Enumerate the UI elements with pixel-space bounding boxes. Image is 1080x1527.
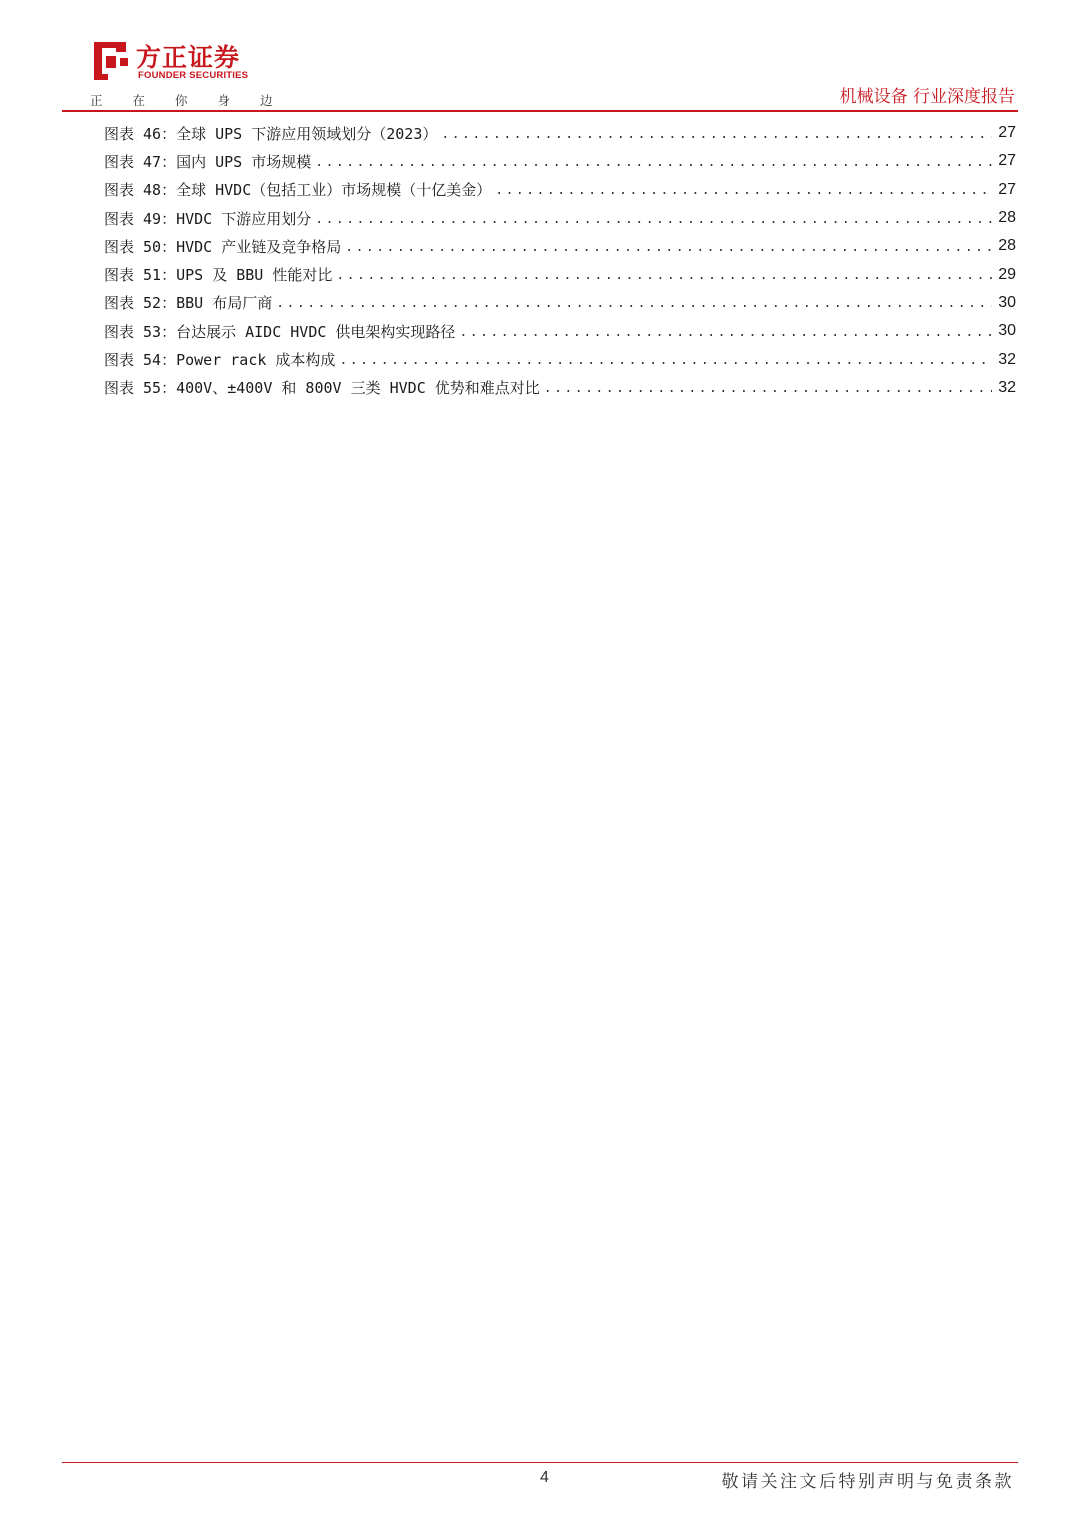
toc-dot-leader <box>276 296 992 311</box>
toc-dot-leader <box>459 325 992 340</box>
disclaimer: 敬请关注文后特别声明与免责条款 <box>721 1472 1014 1492</box>
toc-entry[interactable] <box>104 374 1016 402</box>
toc-entry-page: 27 <box>998 124 1016 142</box>
toc-entry-title: 图表 53：台达展示 AIDC HVDC 供电架构实现路径 <box>104 322 456 341</box>
toc-entry[interactable] <box>104 345 1016 373</box>
logo-text-en: FOUNDER SECURITIES <box>138 70 249 81</box>
toc-entry-title: 图表 54：Power rack 成本构成 <box>104 351 336 370</box>
toc-entry-title: 图表 49：HVDC 下游应用划分 <box>104 209 312 228</box>
toc-entry-title: 图表 47：国内 UPS 市场规模 <box>104 152 312 171</box>
toc-dot-leader <box>495 183 992 198</box>
toc-entry-title: 图表 46：全球 UPS 下游应用领域划分（2023） <box>104 124 438 143</box>
toc-entry[interactable] <box>104 147 1016 175</box>
page-header <box>0 0 1080 112</box>
page-number: 4 <box>540 1469 549 1486</box>
toc-dot-leader <box>441 127 992 142</box>
toc-dot-leader <box>336 268 992 283</box>
tagline: 正在你身边 <box>90 93 303 108</box>
toc-entry[interactable] <box>104 176 1016 204</box>
toc-entry[interactable] <box>104 204 1016 232</box>
logo-text-cn: 方正证券 <box>136 43 241 72</box>
toc-entry[interactable] <box>104 289 1016 317</box>
toc-dot-leader <box>339 353 992 368</box>
toc-entry[interactable] <box>104 260 1016 288</box>
toc-dot-leader <box>345 240 992 255</box>
toc-entry-title: 图表 52：BBU 布局厂商 <box>104 294 273 313</box>
toc-entry-title: 图表 51：UPS 及 BBU 性能对比 <box>104 266 333 285</box>
toc-entry[interactable] <box>104 232 1016 260</box>
header-divider <box>62 110 1018 112</box>
footer-divider <box>62 1462 1018 1463</box>
report-type: 机械设备 行业深度报告 <box>839 87 1015 107</box>
toc-entry-page: 32 <box>998 378 1016 396</box>
toc-entry-title: 图表 50：HVDC 产业链及竞争格局 <box>104 237 342 256</box>
toc-entry[interactable] <box>104 119 1016 147</box>
toc-dot-leader <box>315 155 992 170</box>
figure-list <box>104 119 1016 402</box>
toc-entry-page: 27 <box>998 152 1016 170</box>
toc-entry-title: 图表 55：400V、±400V 和 800V 三类 HVDC 优势和难点对比 <box>104 379 540 398</box>
toc-dot-leader <box>315 212 992 227</box>
founder-logo-icon <box>86 38 132 84</box>
toc-entry-page: 27 <box>998 180 1016 198</box>
toc-entry-page: 32 <box>998 350 1016 368</box>
toc-entry-page: 28 <box>998 237 1016 255</box>
toc-entry-page: 30 <box>998 293 1016 311</box>
toc-entry-page: 28 <box>998 209 1016 227</box>
toc-entry[interactable] <box>104 317 1016 345</box>
toc-dot-leader <box>544 381 992 396</box>
toc-entry-title: 图表 48：全球 HVDC（包括工业）市场规模（十亿美金） <box>104 181 492 200</box>
toc-entry-page: 29 <box>998 265 1016 283</box>
toc-entry-page: 30 <box>998 322 1016 340</box>
